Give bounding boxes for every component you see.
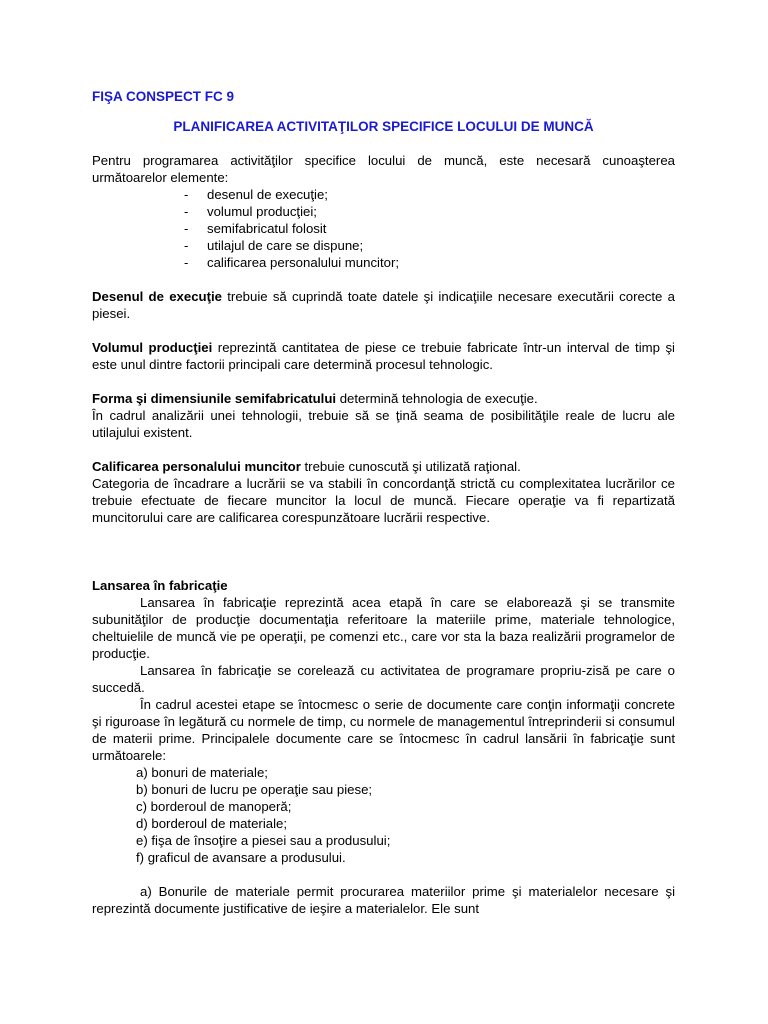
calif-paragraph: Calificarea personalului muncitor trebuie cunoscută şi utilizată raţional. bbox=[92, 459, 521, 474]
intro-paragraph: Pentru programarea activităţilor specifice locului de muncă, este necesară cunoaşterea următoarelor elemente: bbox=[92, 153, 675, 185]
volum-term: Volumul producţiei bbox=[92, 340, 213, 355]
lansare-heading: Lansarea în fabricaţie bbox=[92, 578, 228, 593]
calif-term: Calificarea personalului muncitor bbox=[92, 459, 301, 474]
bonuri-paragraph: a) Bonurile de materiale permit procurarea materiilor prime şi materialelor necesare şi reprezintă documente justificative de ieşire a materialelor. Ele sunt bbox=[92, 884, 675, 916]
lansare-paragraph-3: În cadrul acestei etape se întocmesc o serie de documente care conţin informaţii concrete şi riguroase în legătură cu normele de timp, cu normele de managementul întreprinderii si consumul de materii prime. Principalele documente care se întocmesc în cadrul lansării în fabricaţie sunt următoarele: bbox=[92, 697, 675, 763]
list-item: - desenul de execuţie; bbox=[184, 187, 328, 202]
forma-paragraph: Forma şi dimensiunile semifabricatului determină tehnologia de execuţie. bbox=[92, 391, 538, 406]
lansare-paragraph-1: Lansarea în fabricaţie reprezintă acea etapă în care se elaborează şi se transmite subunităţilor de producţie documentaţia referitoare la materiile prime, materiale tehnologice, cheltuielile de muncă vie pe operaţii, pe comenzi etc., care vor sta la baza realizării programelor de producţie. bbox=[92, 595, 675, 661]
list-item: - volumul producţiei; bbox=[184, 204, 317, 219]
document-title: PLANIFICAREA ACTIVITAŢILOR SPECIFICE LOCULUI DE MUNCĂ bbox=[173, 119, 594, 134]
elements-list bbox=[92, 186, 675, 271]
list-item: c) borderoul de manoperă; bbox=[136, 799, 292, 814]
list-item: a) bonuri de materiale; bbox=[136, 765, 268, 780]
desen-term: Desenul de execuţie bbox=[92, 289, 222, 304]
document-content bbox=[92, 88, 675, 917]
desen-paragraph: Desenul de execuţie trebuie să cuprindă toate datele şi indicaţiile necesare executării corecte a piesei. bbox=[92, 289, 675, 321]
forma-term: Forma şi dimensiunile semifabricatului bbox=[92, 391, 337, 406]
list-item: - calificarea personalului muncitor; bbox=[184, 255, 400, 270]
lansare-paragraph-2: Lansarea în fabricaţie se corelează cu activitatea de programare propriu-zisă pe care o succedă. bbox=[92, 663, 675, 695]
list-item: b) bonuri de lucru pe operaţie sau piese; bbox=[136, 782, 373, 797]
documents-list bbox=[92, 764, 675, 866]
list-item: e) fişa de însoţire a piesei sau a produsului; bbox=[136, 833, 391, 848]
list-item: - semifabricatul folosit bbox=[184, 221, 327, 236]
list-item: d) borderoul de materiale; bbox=[136, 816, 288, 831]
list-item: f) graficul de avansare a produsului. bbox=[136, 850, 346, 865]
list-item: - utilajul de care se dispune; bbox=[184, 238, 364, 253]
calif-detail: Categoria de încadrare a lucrării se va stabili în concordanţă strictă cu complexitatea lucrărilor ce trebuie efectuate de fiecare muncitor la locul de muncă. Fiecare operaţie va fi repartizată muncitorului care are calificarea corespunzătoare lucrării respective. bbox=[92, 476, 675, 525]
document-code: FIŞA CONSPECT FC 9 bbox=[92, 89, 235, 104]
volum-paragraph: Volumul producţiei reprezintă cantitatea de piese ce trebuie fabricate într-un interval de timp şi este unul dintre factorii principali care determină procesul tehnologic. bbox=[92, 340, 675, 372]
forma-detail: În cadrul analizării unei tehnologii, trebuie să se ţină seama de posibilităţile reale de lucru ale utilajului existent. bbox=[92, 408, 675, 440]
